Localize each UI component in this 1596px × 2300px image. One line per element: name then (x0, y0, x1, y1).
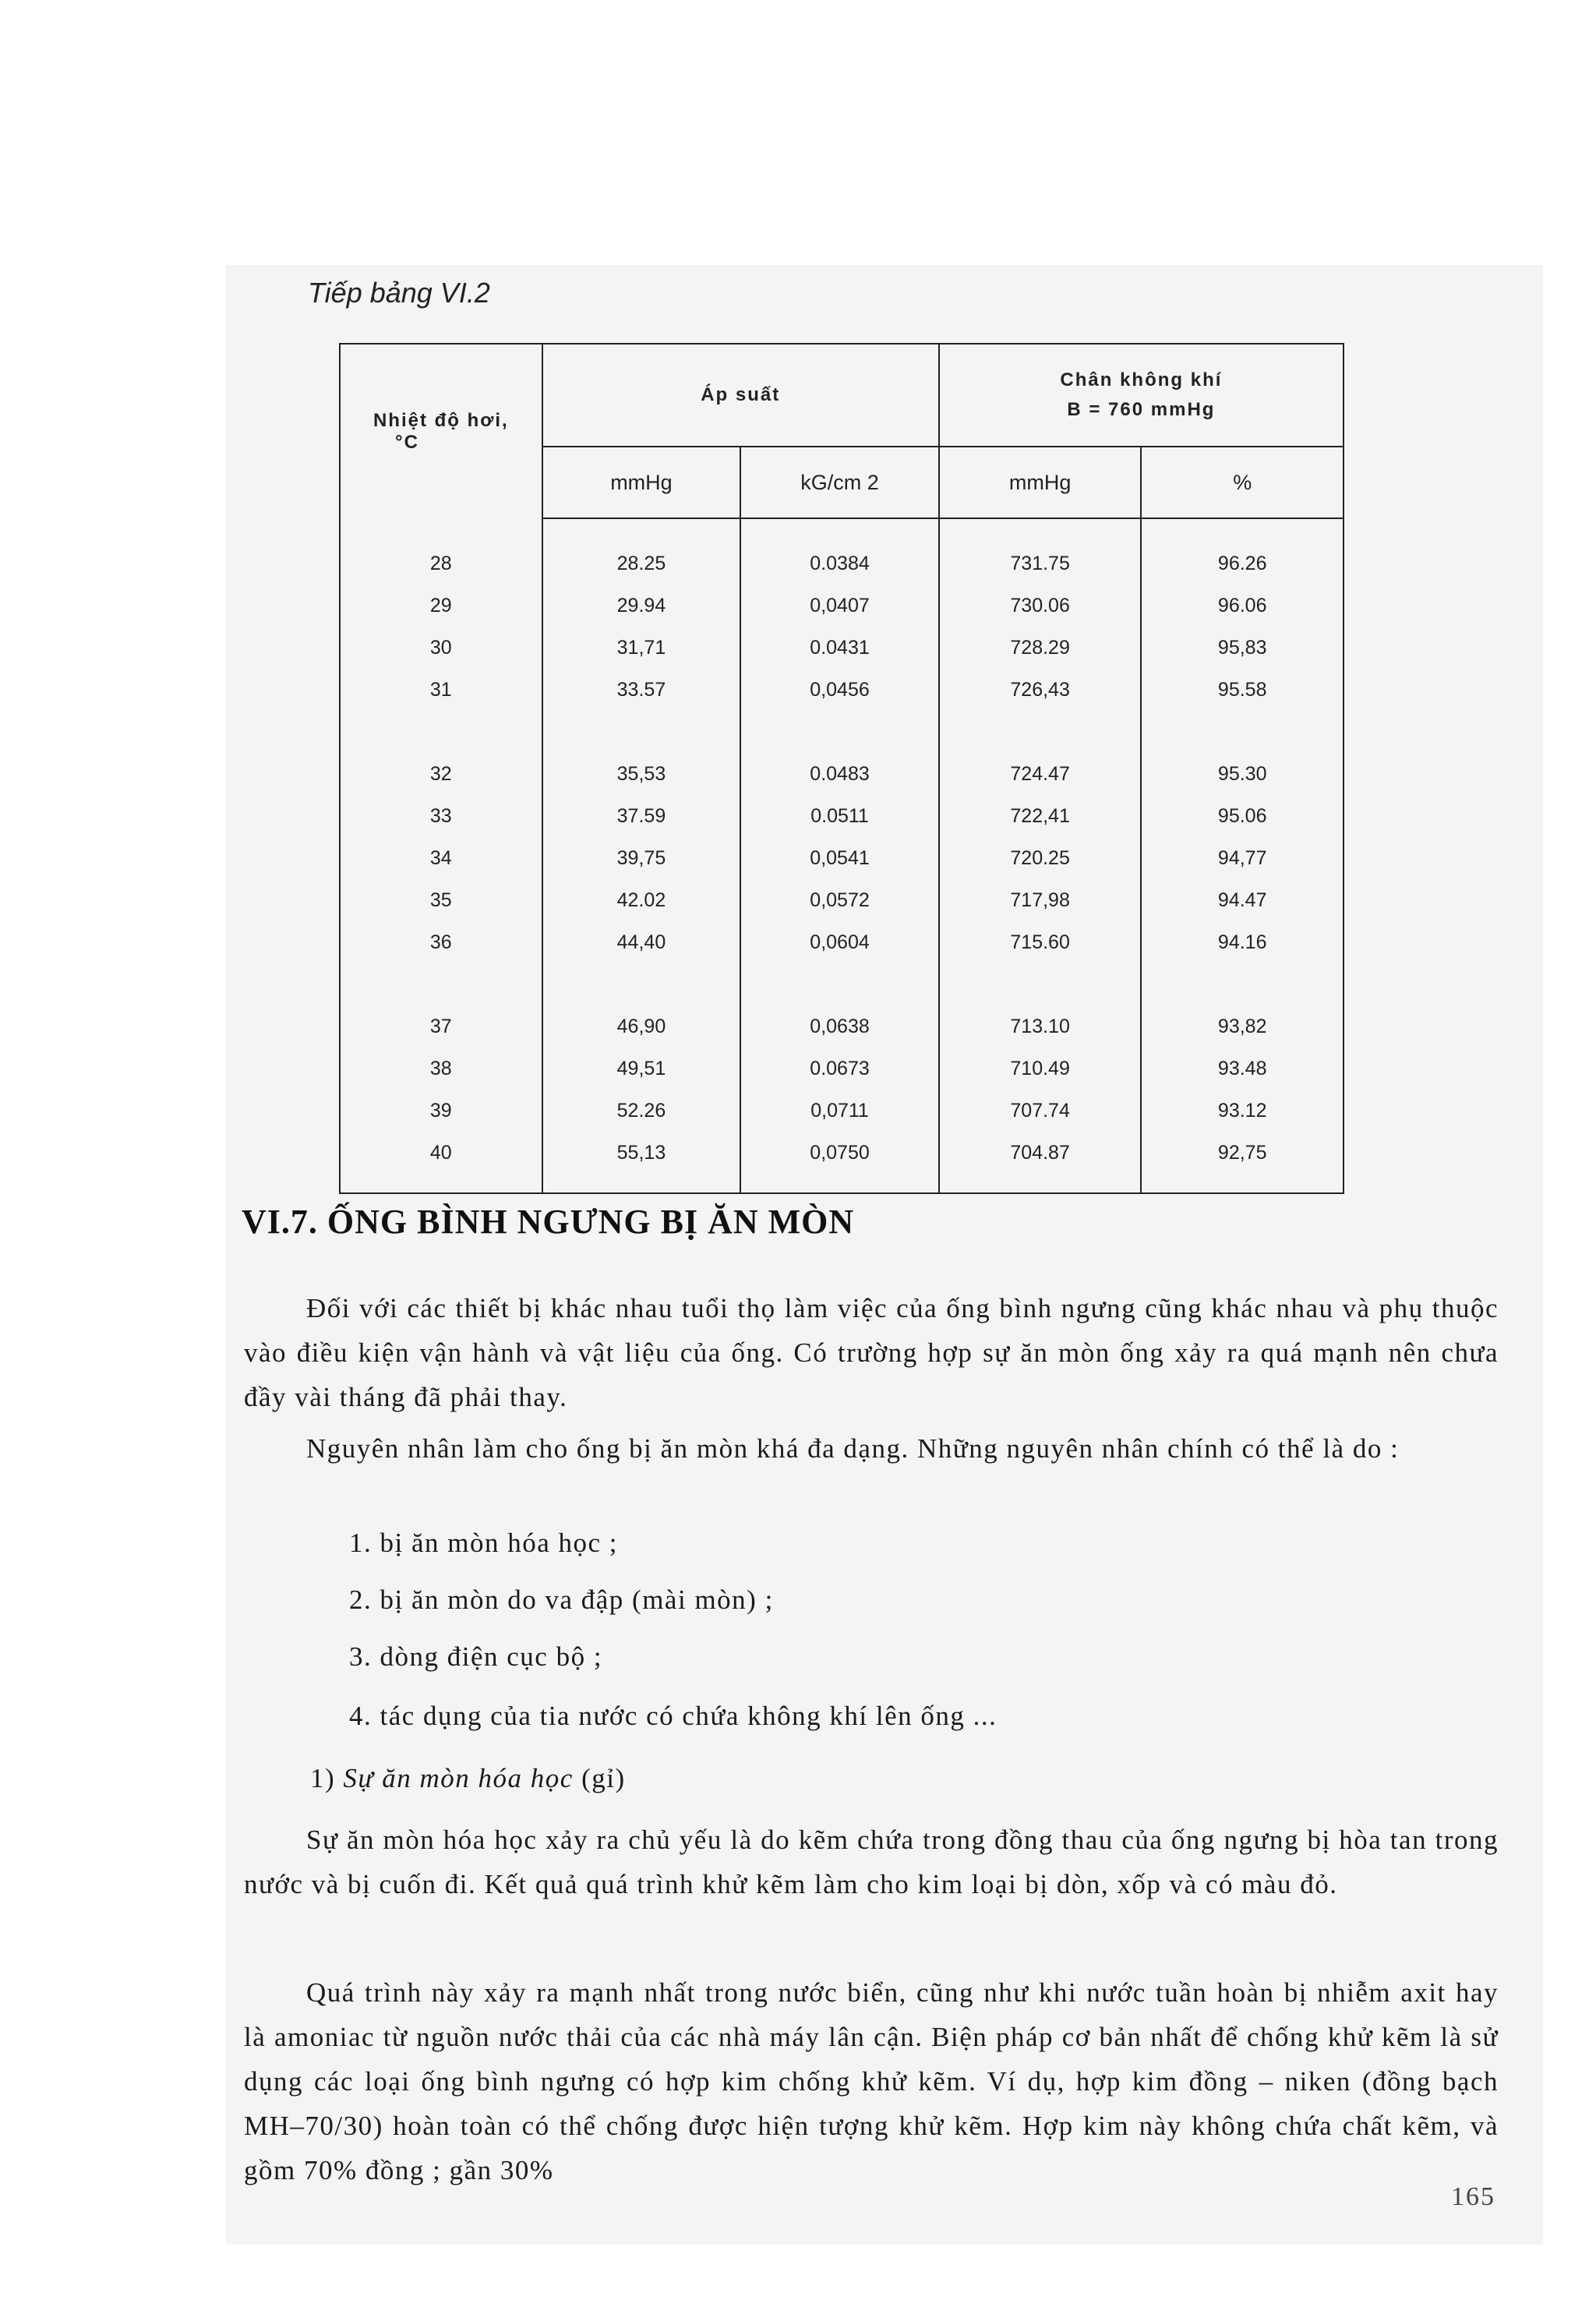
table-cell: 35,53 (542, 753, 741, 795)
table-spacer-cell (1141, 1174, 1344, 1193)
unit-percent: % (1141, 447, 1344, 518)
data-table (339, 343, 1344, 1194)
section-heading: VI.7. ỐNG BÌNH NGƯNG BỊ ĂN MÒN (242, 1203, 855, 1241)
table-cell: 0,0711 (740, 1090, 939, 1132)
table-spacer-cell (542, 518, 741, 542)
header-pressure: Áp suất (542, 344, 939, 447)
table-row (340, 1005, 1344, 1048)
table-row (340, 753, 1344, 795)
header-temperature (340, 344, 542, 518)
table-spacer-cell (542, 1174, 741, 1193)
table-cell: 52.26 (542, 1090, 741, 1132)
table-row (340, 837, 1344, 879)
table-cell: 49,51 (542, 1048, 741, 1090)
table-cell: 713.10 (939, 1005, 1142, 1048)
table-cell: 37 (340, 1005, 542, 1048)
table-cell: 37.59 (542, 795, 741, 837)
table-spacer-cell (542, 963, 741, 1005)
table-row (340, 585, 1344, 627)
table-cell: 94.16 (1141, 921, 1344, 963)
paragraph-2 (244, 1426, 1499, 1471)
table-cell: 0.0511 (740, 795, 939, 837)
table-cell: 96.06 (1141, 585, 1344, 627)
table-cell: 710.49 (939, 1048, 1142, 1090)
paragraph-1-text: Đối với các thiết bị khác nhau tuổi thọ làm việc của ống bình ngưng cũng khác nhau và phụ thuộc vào điều kiện vận hành và vật liệu của ống. Có trường hợp sự ăn mòn ống xảy ra quá mạnh nên chưa đầy vài tháng đã phải thay. (244, 1293, 1499, 1412)
paragraph-4-text: Quá trình này xảy ra mạnh nhất trong nước biển, cũng như khi nước tuần hoàn bị nhiễm axit hay là amoniac từ nguồn nước thải của các nhà máy lân cận. Biện pháp cơ bản nhất để chống khử kẽm là sử dụng các loại ống bình ngưng có hợp kim chống khử kẽm. Ví dụ, hợp kim đồng – niken (đồng bạch MH–70/30) hoàn toàn có thể chống được hiện tượng khử kẽm. Hợp kim này không chứa chất kẽm, và gồm 70% đồng ; gần 30% (244, 1977, 1499, 2185)
table-cell: 28 (340, 542, 542, 585)
table-cell: 0,0541 (740, 837, 939, 879)
table-row (340, 921, 1344, 963)
table-spacer-cell (939, 518, 1142, 542)
table-cell: 722,41 (939, 795, 1142, 837)
table-spacer-cell (340, 963, 542, 1005)
table-cell: 0.0673 (740, 1048, 939, 1090)
table-cell: 0,0456 (740, 669, 939, 711)
table-caption: Tiếp bảng VI.2 (308, 277, 490, 309)
table-cell: 29 (340, 585, 542, 627)
table-spacer-cell (1141, 711, 1344, 753)
table-cell: 724.47 (939, 753, 1142, 795)
table-cell: 94,77 (1141, 837, 1344, 879)
table-spacer-cell (939, 711, 1142, 753)
table-cell: 40 (340, 1132, 542, 1174)
table-cell: 93,82 (1141, 1005, 1344, 1048)
table-spacer-cell (939, 1174, 1142, 1193)
table-cell: 720.25 (939, 837, 1142, 879)
table-cell: 55,13 (542, 1132, 741, 1174)
table-row (340, 627, 1344, 669)
table-cell: 726,43 (939, 669, 1142, 711)
table-cell: 31,71 (542, 627, 741, 669)
unit-kgcm2: kG/cm 2 (740, 447, 939, 518)
table-cell: 44,40 (542, 921, 741, 963)
table-cell: 38 (340, 1048, 542, 1090)
page-number: 165 (1451, 2182, 1495, 2211)
table-spacer-cell (340, 711, 542, 753)
table-cell: 715.60 (939, 921, 1142, 963)
table-cell: 95,83 (1141, 627, 1344, 669)
table-cell: 728.29 (939, 627, 1142, 669)
table-cell: 93.12 (1141, 1090, 1344, 1132)
table-cell: 33 (340, 795, 542, 837)
table-cell: 36 (340, 921, 542, 963)
list-item: 3. dòng điện cục bộ ; (349, 1641, 603, 1672)
header-temperature-line1: Nhiệt độ hơi, (373, 409, 509, 431)
table-cell: 0.0483 (740, 753, 939, 795)
table-spacer-cell (340, 518, 542, 542)
table-cell: 95.58 (1141, 669, 1344, 711)
subheading-number: 1) (310, 1763, 336, 1793)
subheading-suffix: (gỉ) (581, 1763, 626, 1793)
table-cell: 93.48 (1141, 1048, 1344, 1090)
table-cell: 39,75 (542, 837, 741, 879)
table-cell: 31 (340, 669, 542, 711)
subheading (310, 1763, 626, 1794)
table-cell: 92,75 (1141, 1132, 1344, 1174)
paragraph-3-text: Sự ăn mòn hóa học xảy ra chủ yếu là do kẽm chứa trong đồng thau của ống ngưng bị hòa tan trong nước và bị cuốn đi. Kết quả quá trình khử kẽm làm cho kim loại bị dòn, xốp và có màu đỏ. (244, 1825, 1499, 1899)
paragraph-4 (244, 1970, 1499, 2192)
table-cell: 94.47 (1141, 879, 1344, 921)
table-spacer-cell (740, 711, 939, 753)
unit-mmhg: mmHg (542, 447, 741, 518)
table-spacer-cell (1141, 963, 1344, 1005)
table-cell: 95.30 (1141, 753, 1344, 795)
table-row (340, 1132, 1344, 1174)
table-cell: 0,0407 (740, 585, 939, 627)
table-spacer-cell (542, 711, 741, 753)
subheading-text: Sự ăn mòn hóa học (343, 1763, 574, 1793)
table-spacer-cell (939, 963, 1142, 1005)
table-cell: 0,0638 (740, 1005, 939, 1048)
table-body (340, 518, 1344, 1193)
header-vacuum (939, 344, 1344, 447)
table-cell: 707.74 (939, 1090, 1142, 1132)
table-row (340, 542, 1344, 585)
table-row (340, 1090, 1344, 1132)
table-cell: 35 (340, 879, 542, 921)
paragraph-2-text: Nguyên nhân làm cho ống bị ăn mòn khá đa dạng. Những nguyên nhân chính có thể là do : (306, 1433, 1400, 1464)
table-spacer-cell (740, 518, 939, 542)
table-cell: 28.25 (542, 542, 741, 585)
table-cell: 42.02 (542, 879, 741, 921)
table-cell: 0,0750 (740, 1132, 939, 1174)
table-row (340, 669, 1344, 711)
table-row (340, 879, 1344, 921)
list-item: 1. bị ăn mòn hóa học ; (349, 1528, 619, 1558)
table-cell: 30 (340, 627, 542, 669)
table-cell: 704.87 (939, 1132, 1142, 1174)
table-cell: 29.94 (542, 585, 741, 627)
table-cell: 731.75 (939, 542, 1142, 585)
table-spacer-cell (1141, 518, 1344, 542)
table-cell: 0,0604 (740, 921, 939, 963)
table-cell: 96.26 (1141, 542, 1344, 585)
table-spacer-cell (740, 1174, 939, 1193)
table-cell: 0,0572 (740, 879, 939, 921)
table-row (340, 795, 1344, 837)
table-cell: 39 (340, 1090, 542, 1132)
paragraph-1 (244, 1286, 1499, 1419)
list-item: 4. tác dụng của tia nước có chứa không khí lên ống ... (349, 1701, 998, 1731)
paragraph-3 (244, 1818, 1499, 1906)
table-cell: 0.0384 (740, 542, 939, 585)
table-row (340, 1048, 1344, 1090)
table-cell: 46,90 (542, 1005, 741, 1048)
table-cell: 730.06 (939, 585, 1142, 627)
table-spacer-cell (340, 1174, 542, 1193)
table-cell: 717,98 (939, 879, 1142, 921)
table-cell: 34 (340, 837, 542, 879)
table-cell: 32 (340, 753, 542, 795)
header-vacuum-line2: B = 760 mmHg (1067, 399, 1216, 420)
table-cell: 95.06 (1141, 795, 1344, 837)
list-item: 2. bị ăn mòn do va đập (mài mòn) ; (349, 1585, 774, 1615)
table-cell: 0.0431 (740, 627, 939, 669)
header-vacuum-line1: Chân không khí (1060, 369, 1223, 390)
header-temperature-line2: °C (395, 431, 419, 453)
table-cell: 33.57 (542, 669, 741, 711)
unit-vacuum-mmhg: mmHg (939, 447, 1142, 518)
table-spacer-cell (740, 963, 939, 1005)
